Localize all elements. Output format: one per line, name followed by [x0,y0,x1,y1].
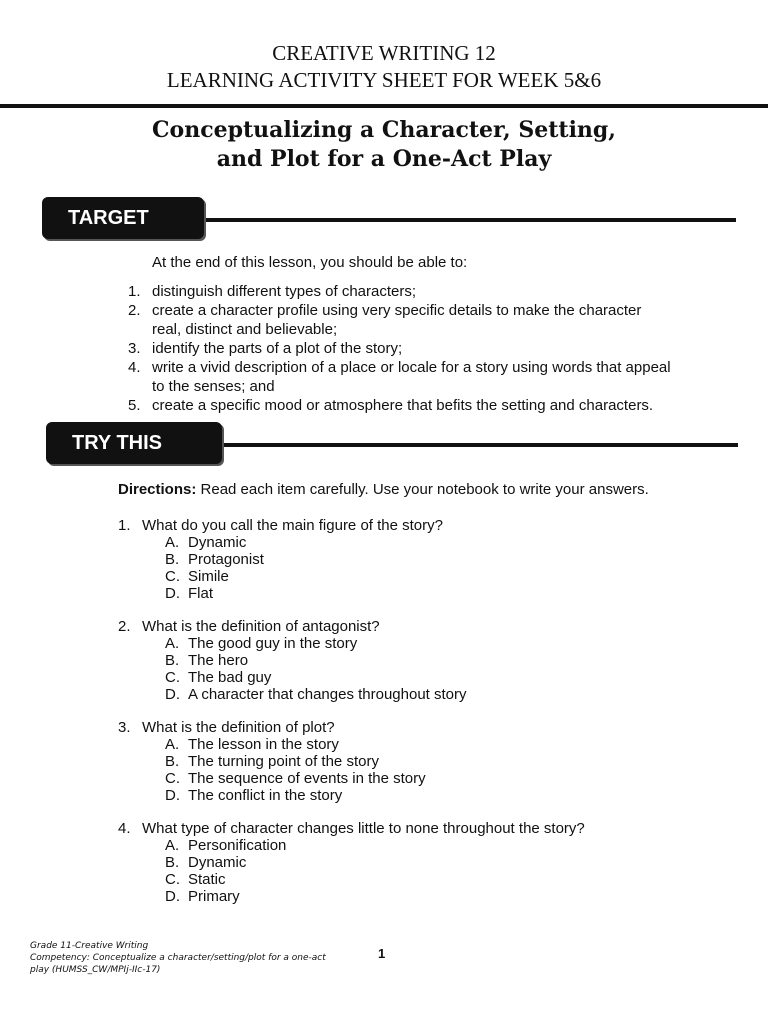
option-text: Dynamic [188,854,247,871]
answer-option [118,551,718,568]
answer-option [118,669,718,686]
question-stem [118,820,718,837]
quiz-questions [118,517,718,921]
option-text: The hero [188,652,249,669]
option-text: A character that changes throughout story [188,686,467,703]
objective-text: write a vivid description of a place or locale for a story using words that appeal [152,359,671,376]
option-letter: A. [165,635,180,652]
objective-item [128,301,728,339]
objective-text: create a specific mood or atmosphere that befits the setting and characters. [152,397,654,414]
question-stem [118,719,718,736]
directions [118,481,649,498]
question [118,618,718,703]
question-text: What do you call the main figure of the story? [142,517,443,534]
document-header [0,40,768,94]
option-text: Primary [188,888,240,905]
option-text: Protagonist [188,551,264,568]
answer-option [118,568,718,585]
header-sheet-title: LEARNING ACTIVITY SHEET FOR WEEK 5&6 [166,68,602,92]
option-letter: B. [165,854,180,871]
page-number: 1 [378,946,386,961]
target-intro: At the end of this lesson, you should be able to: [152,254,468,271]
option-text: Flat [188,585,214,602]
answer-option [118,871,718,888]
answer-option [118,837,718,854]
question-text: What type of character changes little to none throughout the story? [142,820,585,837]
answer-option [118,854,718,871]
option-letter: C. [165,669,180,686]
lesson-title [0,116,768,174]
question-text: What is the definition of plot? [142,719,335,736]
option-text: The bad guy [188,669,272,686]
option-letter: B. [165,753,180,770]
answer-option [118,753,718,770]
header-course: CREATIVE WRITING 12 [272,41,496,65]
objective-text: distinguish different types of characters; [152,283,417,300]
directions-label: Directions: [118,481,197,498]
answer-option [118,770,718,787]
try-this-rule [205,443,738,447]
question-number: 4. [118,820,131,837]
option-text: Dynamic [188,534,247,551]
answer-option [118,534,718,551]
objective-item [128,358,728,396]
answer-option [118,787,718,804]
objective-number: 3. [128,340,141,357]
answer-option [118,888,718,905]
question-stem [118,517,718,534]
answer-option [118,686,718,703]
answer-option [118,585,718,602]
try-this-heading: TRY THIS [46,422,222,464]
option-letter: C. [165,871,180,888]
objective-number: 5. [128,397,141,414]
target-rule [190,218,736,222]
question [118,820,718,905]
option-text: The turning point of the story [188,753,379,770]
option-letter: D. [165,787,180,804]
objective-text: to the senses; and [152,378,275,395]
option-letter: C. [165,568,180,585]
option-text: The conflict in the story [188,787,343,804]
objective-text: create a character profile using very specific details to make the character [152,302,642,319]
option-text: The sequence of events in the story [188,770,426,787]
objectives-list [128,282,728,415]
objective-item [128,339,728,358]
question-text: What is the definition of antagonist? [142,618,380,635]
objective-number: 4. [128,359,141,376]
lesson-title-line2: and Plot for a One-Act Play [216,146,552,172]
footer-competency: Competency: Conceptualize a character/setting/plot for a one-act [30,953,326,963]
footer-grade: Grade 11-Creative Writing [30,941,149,951]
option-letter: B. [165,652,180,669]
objective-text: real, distinct and believable; [152,321,338,338]
question-stem [118,618,718,635]
option-text: The lesson in the story [188,736,339,753]
option-letter: A. [165,837,180,854]
question [118,719,718,804]
option-text: Simile [188,568,229,585]
objective-item [128,396,728,415]
question-number: 3. [118,719,131,736]
header-divider [0,104,768,108]
option-letter: D. [165,686,180,703]
objective-text: identify the parts of a plot of the story; [152,340,403,357]
footer-code: play (HUMSS_CW/MPIj-IIc-17) [30,965,161,975]
directions-text: Read each item carefully. Use your notebook to write your answers. [196,481,649,498]
option-letter: D. [165,585,180,602]
page-footer [30,940,360,976]
option-text: Personification [188,837,287,854]
question-number: 1. [118,517,131,534]
option-letter: D. [165,888,180,905]
question-number: 2. [118,618,131,635]
question [118,517,718,602]
option-letter: C. [165,770,180,787]
option-letter: A. [165,534,180,551]
option-text: Static [188,871,226,888]
option-text: The good guy in the story [188,635,358,652]
target-heading: TARGET [42,197,204,239]
objective-number: 2. [128,302,141,319]
objective-item [128,282,728,301]
objective-number: 1. [128,283,141,300]
lesson-title-line1: Conceptualizing a Character, Setting, [152,117,616,143]
answer-option [118,736,718,753]
answer-option [118,652,718,669]
option-letter: B. [165,551,180,568]
option-letter: A. [165,736,180,753]
answer-option [118,635,718,652]
